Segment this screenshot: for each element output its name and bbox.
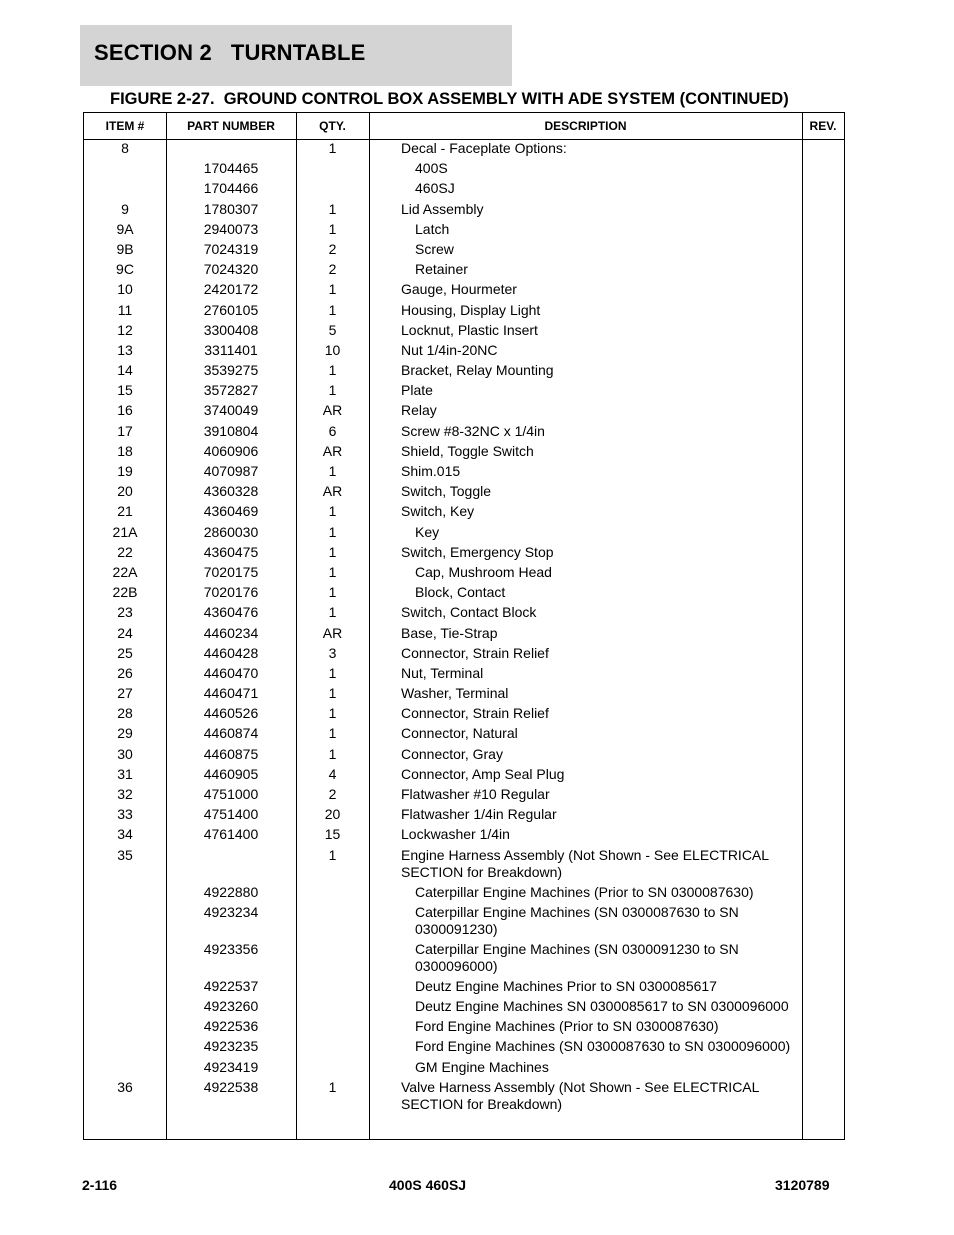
part-number-cell: 4460471 <box>203 685 259 702</box>
part-number-cell: 4360328 <box>203 483 259 500</box>
item-cell: 9A <box>116 220 134 237</box>
item-cell: 27 <box>117 685 133 702</box>
qty-cell: 2 <box>328 786 337 802</box>
description-cell: Relay <box>401 402 437 419</box>
qty-cell: 3 <box>328 644 337 661</box>
table-row <box>84 645 844 665</box>
item-cell: 14 <box>117 362 133 379</box>
part-number-cell: 4360469 <box>203 503 259 520</box>
table-row <box>84 941 844 978</box>
part-number-cell: 4070987 <box>203 463 259 479</box>
column-header-rev: REV. <box>809 119 837 133</box>
parts-table <box>83 112 845 1140</box>
description-cell: Key <box>415 523 440 540</box>
description-cell: Lid Assembly <box>401 200 484 217</box>
item-cell: 31 <box>117 765 133 782</box>
qty-cell: 1 <box>328 140 337 156</box>
qty-cell: 1 <box>328 200 337 217</box>
part-number-cell: 7020175 <box>203 563 259 580</box>
part-number-cell: 4923234 <box>203 903 259 920</box>
page-number: 2-116 <box>82 1177 118 1193</box>
table-row <box>84 584 844 604</box>
qty-cell: 1 <box>328 463 337 479</box>
description-cell: Retainer <box>415 261 468 278</box>
description-cell: Nut 1/4in-20NC <box>401 341 498 358</box>
table-row <box>84 625 844 645</box>
table-row <box>84 281 844 301</box>
item-cell: 11 <box>117 301 133 318</box>
qty-cell: 1 <box>328 664 337 681</box>
description-cell: Decal - Faceplate Options: <box>401 140 567 156</box>
section-title: SECTION 2 TURNTABLE <box>94 40 366 65</box>
table-row <box>84 201 844 221</box>
table-row <box>84 978 844 998</box>
part-number-cell: 4922880 <box>203 883 259 900</box>
description-cell: Base, Tie-Strap <box>401 624 498 641</box>
description-cell: Switch, Contact Block <box>401 604 537 621</box>
qty-cell: AR <box>322 442 343 459</box>
description-cell: Washer, Terminal <box>401 685 509 702</box>
description-cell: Engine Harness Assembly (Not Shown - See ELECTRICAL SECTION for Breakdown) <box>401 846 769 880</box>
qty-cell: 1 <box>328 301 337 318</box>
item-cell: 25 <box>117 644 133 661</box>
item-cell: 19 <box>117 463 133 479</box>
description-cell: Connector, Gray <box>401 745 503 762</box>
part-number-cell: 7024320 <box>203 261 259 278</box>
qty-cell: 1 <box>328 563 337 580</box>
part-number-cell: 2860030 <box>203 523 259 540</box>
part-number-cell: 3539275 <box>203 362 259 379</box>
table-body <box>84 140 844 1116</box>
table-row <box>84 241 844 261</box>
item-cell: 28 <box>117 705 133 722</box>
qty-cell: 20 <box>324 806 341 823</box>
part-number-cell: 4922536 <box>203 1018 259 1035</box>
qty-cell: 5 <box>328 321 337 338</box>
column-header-description: DESCRIPTION <box>544 119 627 133</box>
qty-cell: 1 <box>328 382 337 399</box>
table-row <box>84 463 844 483</box>
table-row <box>84 685 844 705</box>
item-cell: 33 <box>117 806 133 823</box>
description-cell: GM Engine Machines <box>415 1058 549 1075</box>
part-number-cell: 7024319 <box>203 240 259 257</box>
part-number-cell: 7020176 <box>203 584 259 601</box>
description-cell: Connector, Amp Seal Plug <box>401 765 565 782</box>
figure-title: FIGURE 2-27. GROUND CONTROL BOX ASSEMBLY WITH ADE SYSTEM (CONTINUED) <box>110 90 789 108</box>
part-number-cell: 4923419 <box>203 1058 259 1075</box>
description-cell: Switch, Toggle <box>401 483 492 500</box>
item-cell: 9B <box>116 240 134 257</box>
qty-cell: 1 <box>328 685 337 702</box>
item-cell: 26 <box>117 664 133 681</box>
description-cell: Switch, Key <box>401 503 475 520</box>
description-cell: Housing, Display Light <box>401 301 541 318</box>
description-cell: 400S <box>415 160 448 177</box>
part-number-cell: 4922537 <box>203 977 259 994</box>
item-cell: 12 <box>117 321 133 338</box>
part-number-cell: 4460470 <box>203 664 259 681</box>
table-row <box>84 826 844 846</box>
item-cell: 34 <box>117 826 133 843</box>
table-row <box>84 766 844 786</box>
description-cell: Block, Contact <box>415 584 506 601</box>
part-number-cell: 4923356 <box>203 940 259 957</box>
part-number-cell: 1704466 <box>203 180 259 197</box>
description-cell: Ford Engine Machines (SN 0300087630 to SN 0300096000) <box>415 1038 791 1055</box>
table-row <box>84 544 844 564</box>
table-row <box>84 302 844 322</box>
description-cell: Connector, Natural <box>401 725 518 742</box>
description-cell: Connector, Strain Relief <box>401 705 549 722</box>
part-number-cell: 4460875 <box>203 745 259 762</box>
item-cell: 8 <box>121 140 129 156</box>
part-number-cell: 4360475 <box>203 543 259 560</box>
table-row <box>84 180 844 200</box>
qty-cell: 10 <box>324 341 341 358</box>
qty-cell: 6 <box>328 422 337 439</box>
description-cell: Deutz Engine Machines Prior to SN 0300085617 <box>415 977 717 994</box>
column-header-part-number: PART NUMBER <box>187 119 275 133</box>
part-number-cell: 4360476 <box>203 604 259 621</box>
part-number-cell: 3300408 <box>203 321 259 338</box>
item-cell: 20 <box>117 483 133 500</box>
table-row <box>84 1059 844 1079</box>
description-cell: Latch <box>415 220 450 237</box>
item-cell: 24 <box>117 624 133 641</box>
part-number-cell: 4460905 <box>203 765 259 782</box>
description-cell: 460SJ <box>415 180 455 197</box>
table-row <box>84 998 844 1018</box>
table-row <box>84 564 844 584</box>
qty-cell: AR <box>322 483 343 500</box>
description-cell: Ford Engine Machines (Prior to SN 0300087630) <box>415 1018 719 1035</box>
item-cell: 23 <box>117 604 133 621</box>
item-cell: 36 <box>117 1078 133 1095</box>
part-number-cell: 3572827 <box>203 382 259 399</box>
qty-cell: 1 <box>328 705 337 722</box>
description-cell: Cap, Mushroom Head <box>415 563 552 580</box>
description-cell: Screw <box>415 240 454 257</box>
item-cell: 18 <box>117 442 133 459</box>
table-row <box>84 423 844 443</box>
description-cell: Locknut, Plastic Insert <box>401 321 538 338</box>
table-row <box>84 503 844 523</box>
table-row <box>84 1079 844 1116</box>
qty-cell: 1 <box>328 503 337 520</box>
part-number-cell: 3910804 <box>203 422 259 439</box>
item-cell: 13 <box>117 341 133 358</box>
table-row <box>84 140 844 160</box>
qty-cell: 4 <box>328 765 337 782</box>
description-cell: Plate <box>401 382 433 399</box>
item-cell: 15 <box>117 382 133 399</box>
description-cell: Bracket, Relay Mounting <box>401 362 554 379</box>
qty-cell: 1 <box>328 523 337 540</box>
part-number-cell: 4460428 <box>203 644 259 661</box>
table-row <box>84 746 844 766</box>
table-row <box>84 261 844 281</box>
description-cell: Gauge, Hourmeter <box>401 281 517 298</box>
description-cell: Screw #8-32NC x 1/4in <box>401 422 545 439</box>
description-cell: Caterpillar Engine Machines (SN 0300087630 to SN 0300091230) <box>415 903 739 937</box>
column-header-item: ITEM # <box>105 119 145 133</box>
part-number-cell: 4922538 <box>203 1078 259 1095</box>
description-cell: Nut, Terminal <box>401 664 484 681</box>
description-cell: Flatwasher 1/4in Regular <box>401 806 557 823</box>
item-cell: 30 <box>117 745 133 762</box>
table-row <box>84 884 844 904</box>
qty-cell: 1 <box>328 846 337 863</box>
item-cell: 9 <box>121 200 129 217</box>
model-label: 400S 460SJ <box>389 1177 467 1193</box>
qty-cell: 1 <box>328 362 337 379</box>
part-number-cell: 2420172 <box>203 281 259 298</box>
part-number-cell: 4923235 <box>203 1038 259 1055</box>
document-number: 3120789 <box>775 1177 830 1193</box>
qty-cell: 15 <box>324 826 341 843</box>
table-row <box>84 342 844 362</box>
table-row <box>84 402 844 422</box>
item-cell: 9C <box>116 261 134 278</box>
qty-cell: 2 <box>328 240 337 257</box>
qty-cell: AR <box>322 624 343 641</box>
qty-cell: 1 <box>328 604 337 621</box>
table-row <box>84 847 844 884</box>
qty-cell: 1 <box>328 584 337 601</box>
part-number-cell: 2760105 <box>203 301 259 318</box>
description-cell: Caterpillar Engine Machines (SN 0300091230 to SN 0300096000) <box>415 940 739 974</box>
part-number-cell: 3311401 <box>204 341 258 358</box>
qty-cell: 1 <box>328 281 337 298</box>
table-row <box>84 221 844 241</box>
qty-cell: 1 <box>328 745 337 762</box>
description-cell: Shim.015 <box>401 463 461 479</box>
table-row <box>84 786 844 806</box>
description-cell: Lockwasher 1/4in <box>401 826 510 843</box>
part-number-cell: 4761400 <box>203 826 259 843</box>
item-cell: 22A <box>112 563 138 580</box>
table-row <box>84 443 844 463</box>
item-cell: 16 <box>117 402 133 419</box>
item-cell: 17 <box>117 422 133 439</box>
table-row <box>84 1018 844 1038</box>
table-row <box>84 665 844 685</box>
part-number-cell: 1780307 <box>203 200 259 217</box>
table-row <box>84 322 844 342</box>
table-row <box>84 1038 844 1058</box>
item-cell: 21 <box>117 503 133 520</box>
table-row <box>84 483 844 503</box>
qty-cell: 1 <box>328 220 337 237</box>
table-row <box>84 160 844 180</box>
description-cell: Shield, Toggle Switch <box>401 442 534 459</box>
description-cell: Connector, Strain Relief <box>401 644 549 661</box>
qty-cell: 1 <box>328 725 337 742</box>
part-number-cell: 4751000 <box>203 786 259 802</box>
part-number-cell: 3740049 <box>203 402 259 419</box>
item-cell: 22B <box>112 584 138 601</box>
item-cell: 10 <box>117 281 133 298</box>
qty-cell: 1 <box>328 1078 337 1095</box>
item-cell: 35 <box>117 846 133 863</box>
description-cell: Switch, Emergency Stop <box>401 543 554 560</box>
part-number-cell: 4751400 <box>203 806 259 823</box>
description-cell: Valve Harness Assembly (Not Shown - See ELECTRICAL SECTION for Breakdown) <box>401 1078 759 1112</box>
column-header-qty: QTY. <box>319 119 346 133</box>
table-row <box>84 705 844 725</box>
table-row <box>84 725 844 745</box>
item-cell: 22 <box>117 543 133 560</box>
item-cell: 21A <box>112 523 138 540</box>
table-row <box>84 382 844 402</box>
description-cell: Flatwasher #10 Regular <box>401 786 550 802</box>
item-cell: 29 <box>117 725 133 742</box>
table-row <box>84 806 844 826</box>
qty-cell: 1 <box>328 543 337 560</box>
part-number-cell: 4923260 <box>203 997 259 1014</box>
part-number-cell: 1704465 <box>203 160 259 177</box>
part-number-cell: 4460526 <box>203 705 259 722</box>
description-cell: Caterpillar Engine Machines (Prior to SN 0300087630) <box>415 883 754 900</box>
table-row <box>84 524 844 544</box>
item-cell: 32 <box>117 786 133 802</box>
description-cell: Deutz Engine Machines SN 0300085617 to SN 0300096000 <box>415 997 789 1014</box>
table-row <box>84 362 844 382</box>
part-number-cell: 2940073 <box>203 220 259 237</box>
part-number-cell: 4460874 <box>203 725 259 742</box>
part-number-cell: 4460234 <box>203 624 259 641</box>
qty-cell: AR <box>322 402 343 419</box>
table-row <box>84 604 844 624</box>
part-number-cell: 4060906 <box>203 442 259 459</box>
qty-cell: 2 <box>328 261 337 278</box>
table-row <box>84 904 844 941</box>
